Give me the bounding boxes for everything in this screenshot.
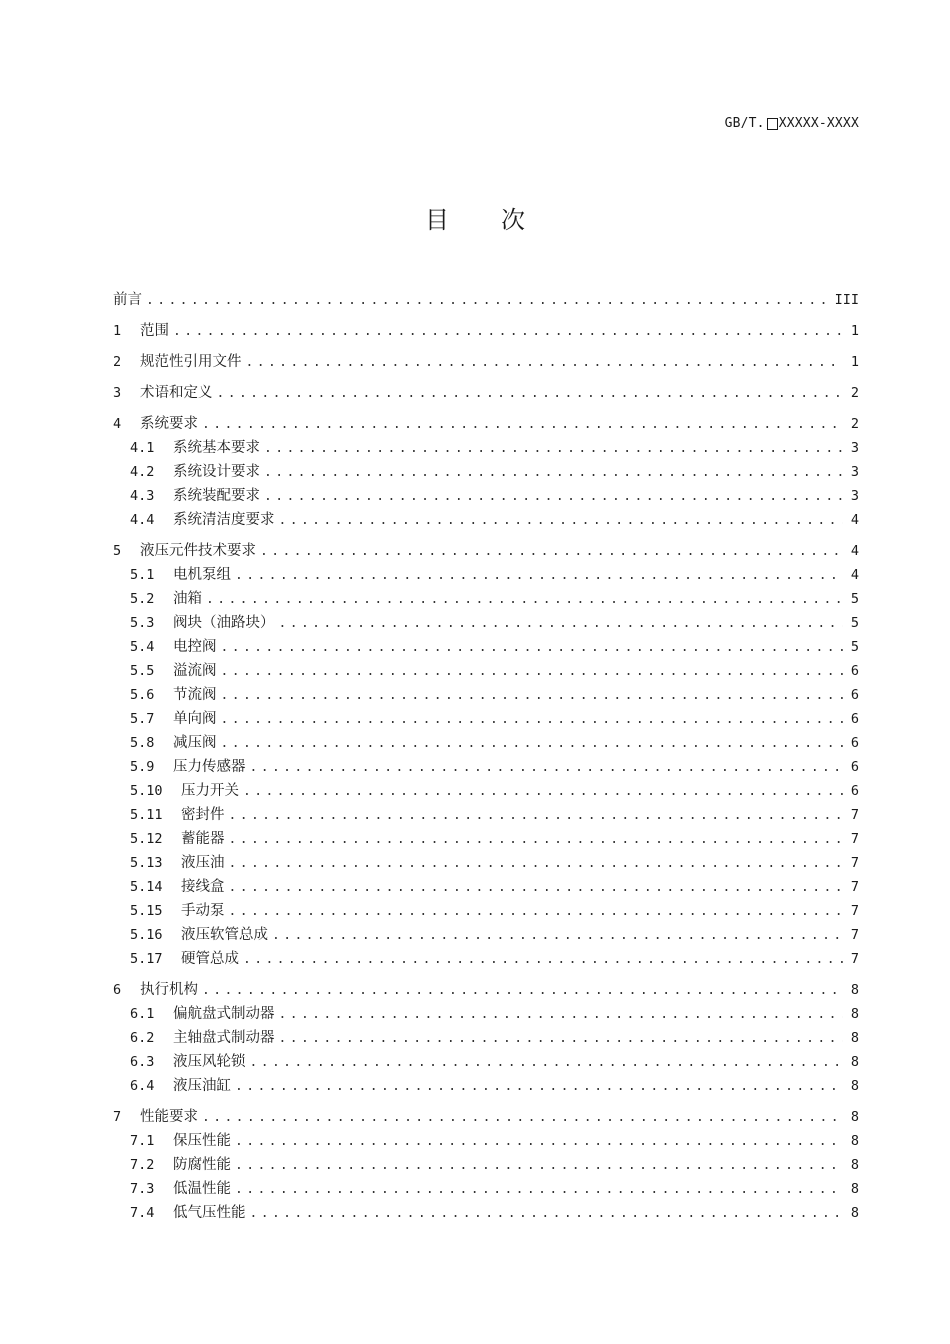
toc-entry-number: 7.3 xyxy=(130,1181,155,1197)
toc-entry-section[interactable] xyxy=(113,899,859,923)
toc-dot-leader xyxy=(272,924,843,948)
toc-dot-leader xyxy=(279,1003,844,1027)
toc-entry-number: 5.3 xyxy=(130,615,155,631)
toc-entry-page: 8 xyxy=(850,1181,859,1197)
toc-entry-section[interactable] xyxy=(113,1201,859,1225)
toc-entry-number: 5.14 xyxy=(130,879,163,895)
toc-dot-leader xyxy=(250,1051,844,1075)
toc-entry-section[interactable] xyxy=(113,875,859,899)
toc-entry-label: 保压性能 xyxy=(173,1133,231,1149)
toc-dot-leader xyxy=(279,509,844,533)
toc-dot-leader xyxy=(221,636,844,660)
toc-entry-section[interactable] xyxy=(113,827,859,851)
toc-dot-leader xyxy=(229,852,844,876)
document-code-prefix: GB/T. xyxy=(724,116,765,131)
toc-entry-page: 6 xyxy=(850,687,859,703)
toc-entry-number: 5.10 xyxy=(130,783,163,799)
toc-entry-label: 电机泵组 xyxy=(173,567,231,583)
toc-entry-section[interactable] xyxy=(113,851,859,875)
toc-entry-label: 密封件 xyxy=(181,807,225,823)
toc-entry-page: 7 xyxy=(850,903,859,919)
toc-dot-leader xyxy=(202,979,843,1003)
toc-entry-chapter[interactable] xyxy=(113,288,859,312)
toc-entry-label: 减压阀 xyxy=(173,735,217,751)
toc-entry-section[interactable] xyxy=(113,683,859,707)
document-code-suffix: XXXXX-XXXX xyxy=(778,116,859,131)
toc-entry-section[interactable] xyxy=(113,484,859,508)
toc-entry-number: 5.6 xyxy=(130,687,155,703)
toc-dot-leader xyxy=(229,804,844,828)
toc-entry-section[interactable] xyxy=(113,1153,859,1177)
toc-entry-page: 2 xyxy=(850,416,859,432)
toc-dot-leader xyxy=(217,382,844,406)
toc-dot-leader xyxy=(206,588,843,612)
toc-entry-label: 压力传感器 xyxy=(173,759,246,775)
toc-entry-label: 阀块（油路块） xyxy=(173,615,275,631)
toc-dot-leader xyxy=(235,1154,843,1178)
title-char-2: 次 xyxy=(501,206,525,234)
toc-entry-label: 性能要求 xyxy=(140,1109,198,1125)
toc-entry-chapter[interactable] xyxy=(113,412,859,436)
toc-entry-label: 蓄能器 xyxy=(181,831,225,847)
toc-entry-label: 压力开关 xyxy=(181,783,239,799)
toc-dot-leader xyxy=(264,485,843,509)
toc-entry-number: 5.17 xyxy=(130,951,163,967)
toc-dot-leader xyxy=(246,351,844,375)
toc-entry-label: 系统清洁度要求 xyxy=(173,512,275,528)
toc-entry-number: 6.4 xyxy=(130,1078,155,1094)
toc-entry-number: 5 xyxy=(113,543,122,559)
toc-entry-label: 防腐性能 xyxy=(173,1157,231,1173)
toc-dot-leader xyxy=(146,289,831,313)
toc-entry-label: 电控阀 xyxy=(173,639,217,655)
toc-entry-number: 6.3 xyxy=(130,1054,155,1070)
toc-entry-page: 6 xyxy=(850,735,859,751)
toc-entry-number: 5.16 xyxy=(130,927,163,943)
document-code xyxy=(725,116,859,131)
toc-dot-leader xyxy=(243,780,843,804)
toc-dot-leader xyxy=(243,948,843,972)
toc-entry-section[interactable] xyxy=(113,1129,859,1153)
toc-dot-leader xyxy=(235,564,843,588)
toc-entry-page: 5 xyxy=(850,615,859,631)
toc-entry-label: 单向阀 xyxy=(173,711,217,727)
toc-entry-section[interactable] xyxy=(113,587,859,611)
toc-entry-number: 5.4 xyxy=(130,639,155,655)
toc-entry-label: 低温性能 xyxy=(173,1181,231,1197)
toc-entry-page: 8 xyxy=(850,1078,859,1094)
toc-entry-page: 7 xyxy=(850,807,859,823)
toc-entry-number: 6.1 xyxy=(130,1006,155,1022)
toc-entry-number: 5.2 xyxy=(130,591,155,607)
toc-entry-label: 硬管总成 xyxy=(181,951,239,967)
toc-entry-label: 前言 xyxy=(113,292,142,308)
toc-dot-leader xyxy=(235,1130,843,1154)
toc-entry-section[interactable] xyxy=(113,707,859,731)
toc-entry-page: 7 xyxy=(850,951,859,967)
toc-dot-leader xyxy=(221,684,844,708)
toc-entry-page: 7 xyxy=(850,831,859,847)
toc-entry-number: 3 xyxy=(113,385,122,401)
toc-dot-leader xyxy=(221,708,844,732)
toc-dot-leader xyxy=(235,1178,843,1202)
toc-dot-leader xyxy=(221,660,844,684)
toc-entry-page: 1 xyxy=(850,354,859,370)
toc-entry-section[interactable] xyxy=(113,947,859,971)
toc-entry-chapter[interactable] xyxy=(113,978,859,1002)
toc-entry-label: 溢流阀 xyxy=(173,663,217,679)
toc-entry-page: 8 xyxy=(850,1109,859,1125)
toc-entry-number: 1 xyxy=(113,323,122,339)
toc-entry-label: 液压风轮锁 xyxy=(173,1054,246,1070)
toc-entry-label: 接线盒 xyxy=(181,879,225,895)
toc-entry-page: 6 xyxy=(850,711,859,727)
toc-entry-chapter[interactable] xyxy=(113,350,859,374)
toc-entry-number: 7.1 xyxy=(130,1133,155,1149)
toc-dot-leader xyxy=(229,876,844,900)
toc-dot-leader xyxy=(202,1106,843,1130)
toc-entry-number: 4.1 xyxy=(130,440,155,456)
toc-entry-page: 8 xyxy=(850,1054,859,1070)
toc-entry-number: 4.4 xyxy=(130,512,155,528)
toc-entry-page: 8 xyxy=(850,1205,859,1221)
toc-entry-label: 范围 xyxy=(140,323,169,339)
toc-entry-page: 1 xyxy=(850,323,859,339)
toc-dot-leader xyxy=(235,1075,843,1099)
toc-entry-label: 系统设计要求 xyxy=(173,464,260,480)
toc-entry-page: 2 xyxy=(850,385,859,401)
toc-dot-leader xyxy=(279,1027,844,1051)
toc-entry-chapter[interactable] xyxy=(113,1105,859,1129)
toc-entry-number: 5.9 xyxy=(130,759,155,775)
toc-entry-number: 2 xyxy=(113,354,122,370)
toc-entry-page: 4 xyxy=(850,512,859,528)
placeholder-box-icon xyxy=(767,118,778,130)
toc-dot-leader xyxy=(250,1202,844,1226)
toc-entry-label: 手动泵 xyxy=(181,903,225,919)
table-of-contents xyxy=(113,288,859,1225)
toc-dot-leader xyxy=(173,320,843,344)
toc-entry-label: 低气压性能 xyxy=(173,1205,246,1221)
title-char-1: 目 xyxy=(425,206,449,234)
toc-entry-number: 4.2 xyxy=(130,464,155,480)
toc-entry-number: 7.2 xyxy=(130,1157,155,1173)
toc-entry-label: 系统装配要求 xyxy=(173,488,260,504)
toc-entry-chapter[interactable] xyxy=(113,539,859,563)
toc-entry-page: 3 xyxy=(850,440,859,456)
toc-entry-page: 5 xyxy=(850,639,859,655)
toc-dot-leader xyxy=(250,756,844,780)
toc-entry-page: 8 xyxy=(850,1157,859,1173)
toc-dot-leader xyxy=(279,612,844,636)
toc-entry-page: 7 xyxy=(850,879,859,895)
toc-entry-label: 液压软管总成 xyxy=(181,927,268,943)
toc-entry-number: 5.11 xyxy=(130,807,163,823)
toc-entry-page: 4 xyxy=(850,543,859,559)
toc-entry-label: 系统要求 xyxy=(140,416,198,432)
toc-entry-number: 4.3 xyxy=(130,488,155,504)
toc-entry-page: 6 xyxy=(850,663,859,679)
toc-entry-label: 系统基本要求 xyxy=(173,440,260,456)
toc-entry-section[interactable] xyxy=(113,635,859,659)
toc-dot-leader xyxy=(264,437,843,461)
toc-entry-section[interactable] xyxy=(113,779,859,803)
toc-dot-leader xyxy=(264,461,843,485)
toc-entry-section[interactable] xyxy=(113,1026,859,1050)
toc-entry-label: 液压油 xyxy=(181,855,225,871)
toc-dot-leader xyxy=(229,900,844,924)
toc-entry-label: 规范性引用文件 xyxy=(140,354,242,370)
toc-entry-number: 7 xyxy=(113,1109,122,1125)
toc-entry-section[interactable] xyxy=(113,611,859,635)
toc-dot-leader xyxy=(202,413,843,437)
toc-entry-page: 6 xyxy=(850,759,859,775)
toc-entry-label: 执行机构 xyxy=(140,982,198,998)
toc-entry-number: 6 xyxy=(113,982,122,998)
toc-entry-section[interactable] xyxy=(113,659,859,683)
toc-dot-leader xyxy=(229,828,844,852)
toc-entry-chapter[interactable] xyxy=(113,381,859,405)
toc-entry-label: 偏航盘式制动器 xyxy=(173,1006,275,1022)
toc-entry-section[interactable] xyxy=(113,1177,859,1201)
toc-entry-label: 液压元件技术要求 xyxy=(140,543,256,559)
toc-entry-number: 5.12 xyxy=(130,831,163,847)
page-title xyxy=(0,200,950,235)
toc-entry-number: 5.13 xyxy=(130,855,163,871)
toc-entry-page: 3 xyxy=(850,464,859,480)
toc-entry-section[interactable] xyxy=(113,436,859,460)
toc-entry-page: 8 xyxy=(850,1006,859,1022)
toc-entry-page: 8 xyxy=(850,1030,859,1046)
toc-entry-label: 油箱 xyxy=(173,591,202,607)
toc-entry-page: 6 xyxy=(850,783,859,799)
toc-entry-label: 液压油缸 xyxy=(173,1078,231,1094)
toc-entry-section[interactable] xyxy=(113,731,859,755)
toc-entry-page: 8 xyxy=(850,982,859,998)
toc-dot-leader xyxy=(260,540,843,564)
toc-entry-section[interactable] xyxy=(113,1002,859,1026)
toc-entry-number: 5.1 xyxy=(130,567,155,583)
toc-entry-page: 3 xyxy=(850,488,859,504)
toc-entry-label: 主轴盘式制动器 xyxy=(173,1030,275,1046)
toc-entry-section[interactable] xyxy=(113,563,859,587)
toc-entry-number: 5.7 xyxy=(130,711,155,727)
toc-entry-page: 7 xyxy=(850,927,859,943)
toc-entry-number: 6.2 xyxy=(130,1030,155,1046)
toc-entry-label: 节流阀 xyxy=(173,687,217,703)
toc-entry-section[interactable] xyxy=(113,1050,859,1074)
toc-entry-section[interactable] xyxy=(113,803,859,827)
toc-entry-chapter[interactable] xyxy=(113,319,859,343)
toc-entry-number: 5.15 xyxy=(130,903,163,919)
toc-entry-page: 7 xyxy=(850,855,859,871)
toc-entry-number: 4 xyxy=(113,416,122,432)
toc-entry-page: 4 xyxy=(850,567,859,583)
toc-entry-section[interactable] xyxy=(113,460,859,484)
toc-entry-number: 7.4 xyxy=(130,1205,155,1221)
toc-entry-section[interactable] xyxy=(113,923,859,947)
toc-entry-number: 5.8 xyxy=(130,735,155,751)
toc-entry-section[interactable] xyxy=(113,755,859,779)
toc-entry-page: III xyxy=(834,292,859,308)
toc-entry-section[interactable] xyxy=(113,508,859,532)
toc-entry-label: 术语和定义 xyxy=(140,385,213,401)
toc-entry-page: 5 xyxy=(850,591,859,607)
toc-entry-page: 8 xyxy=(850,1133,859,1149)
toc-dot-leader xyxy=(221,732,844,756)
toc-entry-section[interactable] xyxy=(113,1074,859,1098)
toc-entry-number: 5.5 xyxy=(130,663,155,679)
